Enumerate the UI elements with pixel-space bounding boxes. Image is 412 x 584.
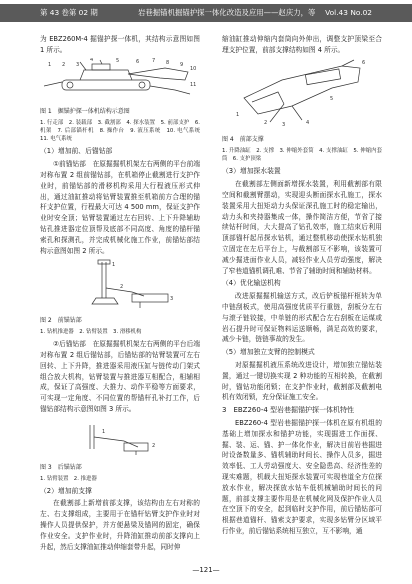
front-drill-paragraph: ①前锚钻部 在原掘掘机机架左右两侧的平台前端对称布置 2 组前锚钻部，在机箱停止截割进行支护作业时，前锚钻部的滑移机构采用大行程液压形式伸出，通过油缸推动将钻臂装置推至机箱前方合理的锚杆支护位置，行程最大可达 4 500 mm，保证支护作业时安全顶；钻臂装置通过左右回转、上下升降辅助钻孔推进器定位顶帮及底部不同高度、角度的锚杆锚索孔和探测孔，并完成机械化施工作业，前锚钻部结构示意图如图 2 所示。 [40, 160, 200, 255]
right-column [222, 34, 382, 537]
svg-text:2: 2 [62, 61, 66, 68]
left-column [40, 34, 206, 552]
page-number-text: —121— [192, 566, 220, 574]
svg-text:3: 3 [76, 61, 80, 68]
figure-3-caption: 图 3 后锚钻部 [40, 463, 82, 471]
figure-4-caption: 图 4 前部支撑 [222, 136, 264, 144]
section-4-heading: （4）优化输送机构 [222, 279, 281, 288]
conveyor-paragraph: 改进原掘掘机输送方式，改后铲板锚杆枢转为单中链刮板式，使用高强度优质平行重链，刮板分左右与滚子链铰接，中单链的形式配合左右刮板在运煤或岩石提升时可保证物料运送顺畅，满足高效的要求，减少卡链，链链事故的发生。 [222, 292, 382, 344]
svg-text:3: 3 [282, 121, 286, 128]
figure-1-caption: 图 1 掘锚护探一体机结构示意图 [40, 108, 130, 116]
svg-text:6: 6 [136, 58, 140, 65]
control-mode-paragraph: 对原掘掘机液压系统改进设计，增加独立锚钻装置，通过一键切换实现 2 种功能的互相转换，在截割时，锚钻功能闭锁；在支护作业时，截割部及截割电机有效闭锁，充分保证施工安全。 [222, 360, 382, 402]
svg-text:10: 10 [190, 65, 197, 72]
figure-2 [40, 258, 200, 314]
water-probe-paragraph: 在截割部左侧面新增探水装置，利用截割部有限空间和截割臂摆动，实现迎头断面探水孔施工，探水装置采用大扭矩动力头保证深孔施工时的稳定输出，动力头和夹持器集成一体，操作简洁方便，节省了接续钻杆时间，大大提高了钻孔效率，施工结束后利用顶部锚杆起吊探水钻机，通过整机移动使探水钻机独立固定在左后平台上，与截割部互不影响，该装置可减少掘进面作业人员，减轻作业人员劳动强度，解决了窄巷道锚机调孔难、节省了辅助时间和辅助材料。 [222, 180, 382, 275]
figure-1-drawing [40, 58, 200, 102]
svg-text:5: 5 [330, 95, 334, 102]
svg-text:3: 3 [170, 296, 174, 303]
svg-text:2: 2 [120, 284, 124, 291]
front-support-paragraph: 在截割部上新增前部支撑，该结构由左右对称的左、右支撑组成，主要用于在锚杆钻臂支护作业时对操作人员提供保护，并方便悬梁及锚网的固定，确保作业安全。支护作业时，升降油缸推动前部支撑向上升起，然后支撑油缸推动伸缩套带升起，同时伸 [40, 499, 200, 551]
figure-1-legend: 1. 行走部 2. 装载部 3. 截割部 4. 探水装置 5. 前部支护 6. 机架 7. 后部锚杆机 8. 操作台 9. 液压系统 10. 电气系统 11. 电气系统 [40, 120, 206, 143]
svg-text:1: 1 [236, 111, 240, 118]
figure-3-drawing [40, 417, 200, 457]
svg-text:1: 1 [48, 61, 52, 68]
svg-text:1: 1 [112, 262, 116, 269]
svg-text:8: 8 [166, 59, 170, 66]
figure-2-caption: 图 2 前锚钻部 [40, 317, 82, 325]
section-5-heading: （5）增加独立支臂的控制模式 [222, 348, 315, 357]
section-1-heading: （1）增加前、后锚钻部 [40, 147, 113, 156]
svg-text:2: 2 [264, 119, 268, 126]
svg-text:5: 5 [116, 57, 120, 64]
svg-text:4: 4 [306, 119, 310, 126]
svg-text:7: 7 [152, 57, 156, 64]
figure-2-drawing [40, 258, 200, 310]
figure-2-legend: 1. 钻机推进器 2. 钻臂装置 3. 滑移机构 [40, 329, 142, 336]
svg-text:4: 4 [90, 57, 94, 63]
figure-3-legend: 1. 钻臂装置 2. 推进器 [40, 475, 97, 482]
figure-4 [222, 58, 382, 134]
svg-text:2: 2 [152, 442, 156, 449]
header-article-title: 岩巷掘锚机掘锚护探一体化改造及应用——赵庆力，等 [138, 8, 316, 17]
svg-text:6: 6 [362, 59, 366, 66]
figure-4-drawing [222, 58, 382, 130]
running-header [0, 0, 412, 28]
section-2-heading: （2）增加前支撑 [40, 486, 92, 495]
intro-paragraph: 为 EBZ260M-4 掘锚护探一体机，其结构示意图如图 1 所示。 [40, 35, 200, 54]
figure-3 [40, 417, 200, 461]
page-number [0, 566, 412, 574]
svg-text:9: 9 [180, 61, 184, 68]
svg-text:1: 1 [102, 428, 106, 435]
part-3-heading: 3 EBZ260-4 型岩巷掘锚护探一体机特性 [222, 406, 355, 415]
rear-drill-paragraph: ②后锚钻部 在原掘掘机机架左右两侧的平台后端对称布置 2 组后锚钻部，后锚钻部的钻臂装置可左右回转、上下升降，推进器采用液压缸与链传动门架式组合放大机构，钻臂装置与推进器互相配合，相辅相成，保证了高强度、大推力、动作平稳等方面要求，可实现一定角度、不同位置的帮锚杆孔补打工作，后锚钻部结构示意图如图 3 所示。 [40, 340, 200, 413]
figure-1 [40, 58, 200, 106]
header-volume: 第 43 卷第 02 期 [40, 8, 98, 17]
svg-text:11: 11 [190, 81, 197, 88]
figure-4-legend: 1. 升降油缸 2. 支撑 3. 伸缩外套筒 4. 支撑油缸 5. 伸缩内套筒 6. 支护顶梁 [222, 148, 382, 163]
continued-paragraph: 缩油缸推动伸缩内套筒向外伸出，调整支护顶梁至合理支护位置，前部支撑结构如图 4 所示。 [222, 35, 382, 54]
characteristics-paragraph: EBZ260-4 型岩巷掘锚护探一体机在原有机组的基础上增加探水和锚护功能，实现掘进工作面探、掘、装、运、锚、护一体化作业，解决目前岩巷掘进时设备数量多、锚机辅助时间长、操作人员多，掘进效率低、工人劳动强度大、安全隐患高、经济性差的现实难题，机载大扭矩探水装置可实现巷道全方位探放水作业，解决探放水钻车低机械辅助时间长的问题，前部支撑主要作用是在机械化网及保护作业人员在空顶下的安全，起到临时支护作用，前后锚钻部可根据巷道锚杆、锚索支护要求，实现多钻臂分区域平行作业，前后锚钻系统相互独立，互不影响，通 [222, 418, 382, 535]
section-3-heading: （3）增加探水装置 [222, 167, 281, 176]
header-journal: Vol.43 No.02 [325, 8, 372, 17]
